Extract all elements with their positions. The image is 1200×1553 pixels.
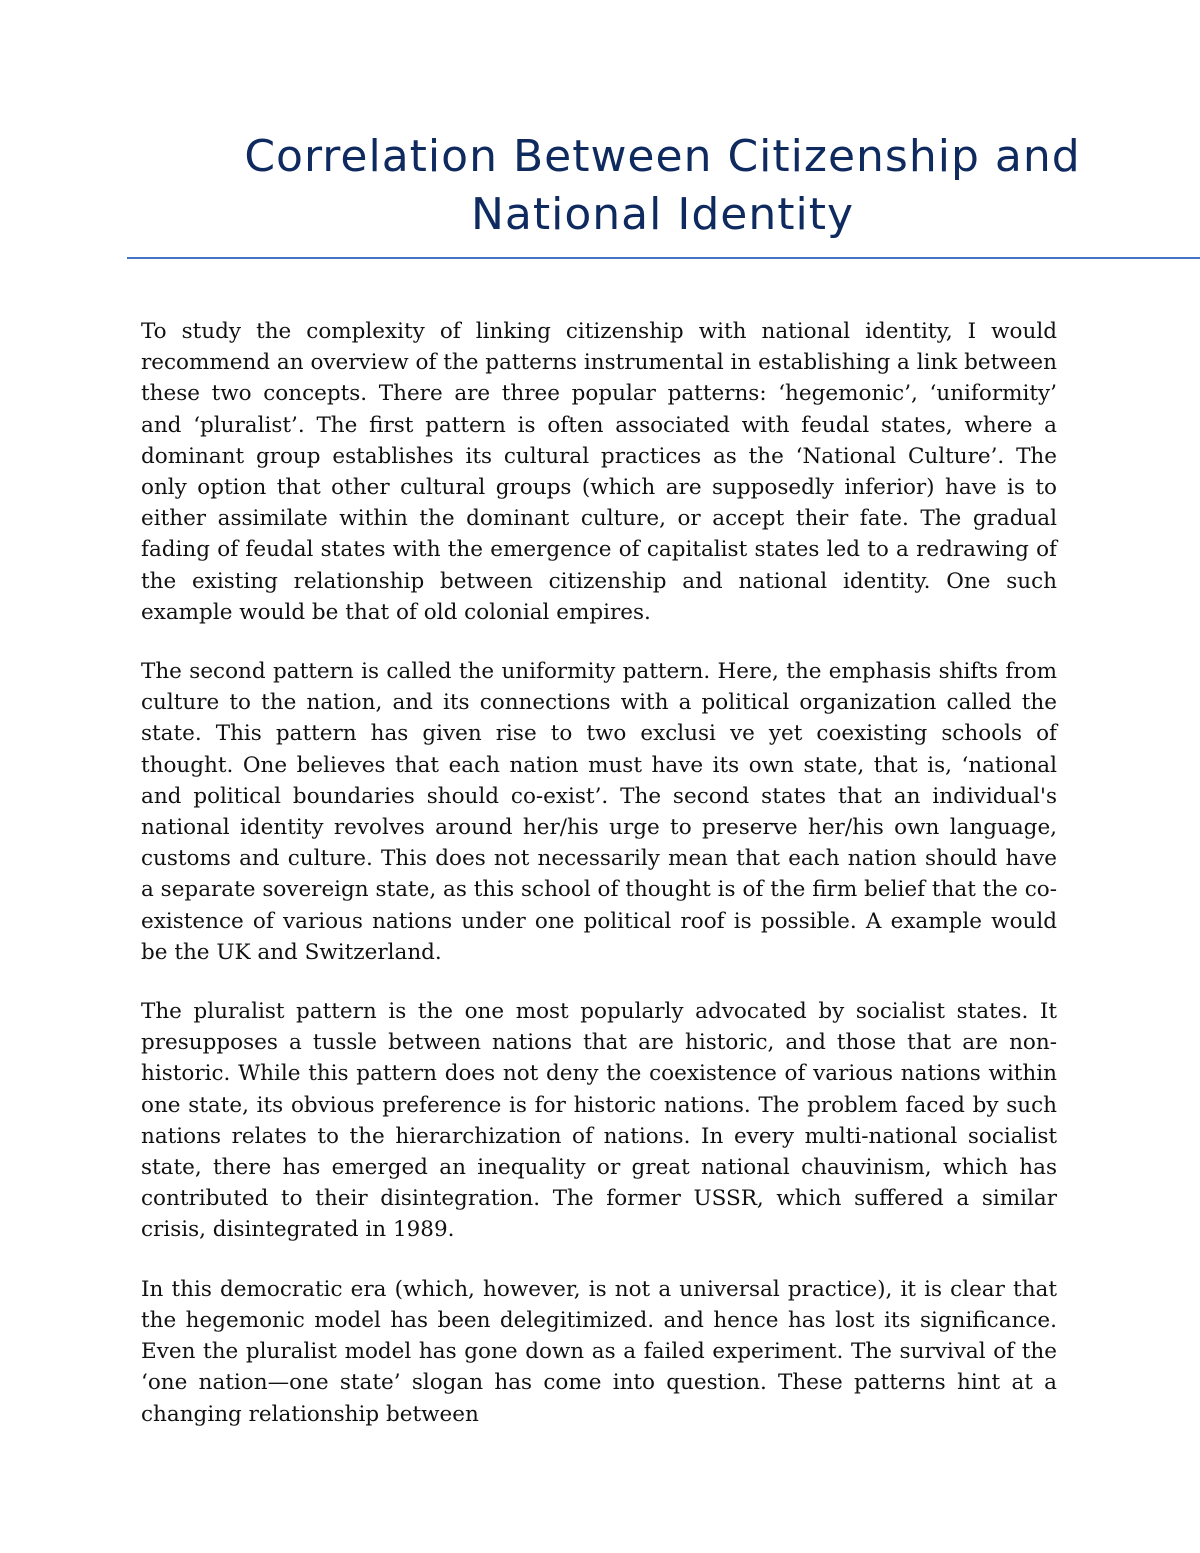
title-line-1: Correlation Between Citizenship and (244, 131, 1081, 182)
page-title (170, 128, 1155, 244)
paragraph-4: In this democratic era (which, however, is not a universal practice), it is clear that the hegemonic model has been delegitimized. and hence has lost its significance. Even the pluralist model has gone down as a failed experiment. The survival of the ‘one nation—one state’ slogan has come into question. These patterns hint at a changing relationship between (141, 1276, 1057, 1427)
title-line-2: National Identity (471, 189, 854, 240)
paragraph-3: The pluralist pattern is the one most popularly advocated by socialist states. It presupposes a tussle between nations that are historic, and those that are non-historic. While this pattern does not deny the coexistence of various nations within one state, its obvious preference is for historic nations. The problem faced by such nations relates to the hierarchization of nations. In every multi-national socialist state, there has emerged an inequality or great national chauvinism, which has contributed to their disintegration. The former USSR, which suffered a similar crisis, disintegrated in 1989. (141, 999, 1057, 1243)
document-body (141, 316, 1057, 1458)
title-underline-rule (127, 257, 1200, 259)
paragraph-1: To study the complexity of linking citizenship with national identity, I would recommend an overview of the patterns instrumental in establishing a link between these two concepts. There are three popular patterns: ‘hegemonic’, ‘uniformity’ and ‘pluralist’. The first pattern is often associated with feudal states, where a dominant group establishes its cultural practices as the ‘National Culture’. The only option that other cultural groups (which are supposedly inferior) have is to either assimilate within the dominant culture, or accept their fate. The gradual fading of feudal states with the emergence of capitalist states led to a redrawing of the existing relationship between citizenship and national identity. One such example would be that of old colonial empires. (141, 319, 1057, 625)
paragraph-2: The second pattern is called the uniformity pattern. Here, the emphasis shifts from culture to the nation, and its connections with a political organization called the state. This pattern has given rise to two exclusi ve yet coexisting schools of thought. One believes that each nation must have its own state, that is, ‘national and political boundaries should co-exist’. The second states that an individual's national identity revolves around her/his urge to preserve her/his own language, customs and culture. This does not necessarily mean that each nation should have a separate sovereign state, as this school of thought is of the firm belief that the co-existence of various nations under one political roof is possible. A example would be the UK and Switzerland. (141, 659, 1057, 965)
